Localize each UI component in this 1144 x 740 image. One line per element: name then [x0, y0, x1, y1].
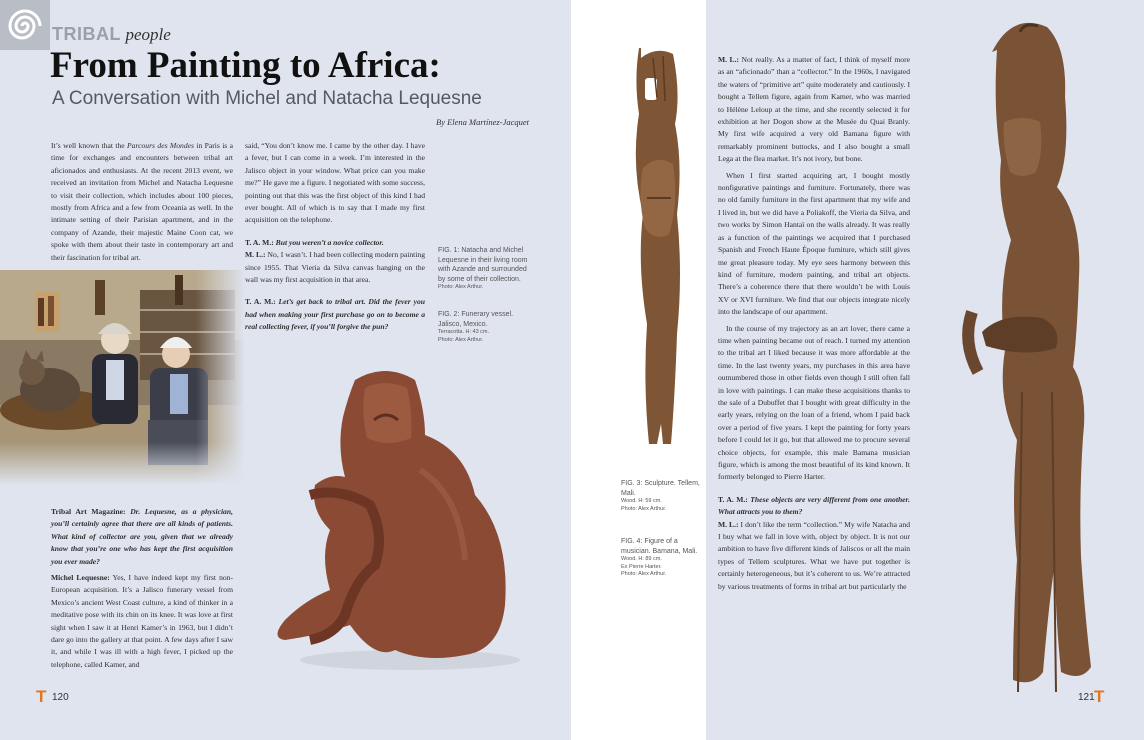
caption-credit: Wood. H: 59 cm.: [621, 498, 662, 504]
paragraph: When I first started acquiring art, I bought mostly nonfigurative paintings and furniture. Fortunately, there was no old family furniture in the first apartment that my wife and I lived in, but we did have a Poliakoff, the Vieria da Silva, and two works by Simon Hantaï on the walls already. It was really as a function of the paintings we acquired that I purchased Spanish and French Haute Époque furniture, which still gives me great pleasure today. My eye sees harmony between this kind of furniture, modern painting, and tribal art objects. There’s a coherence there that there wouldn’t be with Louis XV or XVI furniture. We find that our objects integrate nicely into the landscape of our apartment.: [718, 170, 910, 317]
caption-text: FIG. 3: Sculpture. Tellem, Mali.: [621, 480, 700, 497]
caption-credit: Terracotta. H: 43 cm.: [438, 329, 490, 335]
fig2-caption: [438, 310, 528, 344]
article-title: From Painting to Africa:: [50, 45, 441, 86]
spiral-logo-icon: [0, 0, 50, 50]
page-number-right: 121: [1078, 692, 1095, 703]
question-text: But you weren’t a novice collector.: [273, 237, 384, 247]
byline: By Elena Martínez-Jacquet: [436, 117, 529, 127]
fig1-caption: [438, 246, 528, 292]
tribal-t-logo-icon: T: [1094, 687, 1105, 706]
caption-text: FIG. 2: Funerary vessel. Jalisco, Mexico.: [438, 311, 514, 328]
page-number-left: 120: [52, 692, 69, 703]
answer-label: M. L.:: [245, 250, 266, 260]
intro-text-end: in Paris is a time for exchanges and encounters between tribal art aficionados and enthusiasts. At the recent 2013 event, we received an invitation from Michel and Natacha Lequesne to visit their collection, which includes about 100 pieces, mostly from Africa and a few from Oceania as well. In the intimate setting of their Parisian apartment, and in the company of Azande, their majestic Maine Coon cat, we spoke with them about their taste in contemporary art and their fascination for tribal art.: [51, 141, 234, 262]
tellem-sculpture-image: [623, 48, 693, 458]
caption-text: FIG. 4: Figure of a musician. Bamana, Mali.: [621, 538, 698, 555]
living-room-photo: [0, 270, 245, 485]
tribal-t-logo-icon: T: [36, 687, 47, 706]
caption-credit: Ex Pierre Harter.: [621, 563, 662, 570]
answer-text: No, I wasn’t. I had been collecting modern painting since 1955. That Vieria da Silva canvas hanging on the wall was my first acquisition in that area.: [245, 250, 425, 285]
answer-text: Not really. As a matter of fact, I think of myself more as an “aficionado” than a “collector.” In the 1960s, I navigated the waters of “primitive art” quite moderately and cautiously. I bought a Tellem figure, again from Kamer, who was married to Hélène Leloup at the time, and she recently selected it for exhibition at her Dogon show at the Musée du Quai Branly. My first wife acquired a very old Bamana figure with remarkably prominent buttocks, and I also bought a small Lega at the flea market. It’s not ivory, but bone.: [718, 55, 910, 164]
fig4-caption: [621, 537, 701, 579]
right-page: [706, 0, 1144, 740]
question-text: Let’s get back to tribal art. Did the fever you had when making your first purchase go on to become a real collecting fever, if you’ll forgive the pun?: [245, 297, 425, 332]
section-kicker: [52, 24, 171, 45]
gutter: [571, 0, 706, 740]
intro-emphasis: Parcours des Mondes: [127, 141, 194, 150]
answer-label: M. L.:: [718, 519, 739, 529]
question-text: Dr. Lequesne, as a physician, you’ll certainly agree that there are all kinds of patients. What kind of collector are you, given that we already know that you’re one who has kept the first acquisition you ever made?: [51, 507, 233, 566]
left-page: [0, 0, 571, 740]
jalisco-vessel-image: [270, 360, 530, 675]
caption-credit: Photo: Alex Arthur.: [621, 505, 667, 512]
fig3-caption: [621, 479, 701, 513]
question-text: These objects are very different from one another. What attracts you to them?: [718, 494, 910, 517]
qa-block-1: [51, 506, 233, 675]
question-label: T. A. M.:: [718, 494, 748, 504]
caption-credit: Photo: Alex Arthur.: [621, 571, 667, 577]
caption-credit: Photo: Alex Arthur.: [438, 284, 484, 290]
question-label: T. A. M.:: [245, 237, 274, 247]
article-subtitle: A Conversation with Michel and Natacha Lequesne: [52, 88, 482, 109]
caption-credit: Wood. H: 89 cm.: [621, 556, 662, 562]
question-label: Tribal Art Magazine:: [51, 507, 126, 516]
caption-text: FIG. 1: Natacha and Michel Lequesne in their living room with Azande and surrounded by some of their collection.: [438, 247, 528, 283]
question-label: T. A. M.:: [245, 297, 276, 307]
answer-text: I don’t like the term “collection.” My wife Natacha and I buy what we fall in love with, object by object. It is not our ambition to have five different kinds of Jaliscos or all the main types of Tellem sculptures. What we have put together is certainly heterogeneous, but it’s coherent to us. We’re attracted by various treatments of forms in tribal art but particularly the: [718, 519, 910, 591]
kicker-tribal: TRIBAL: [52, 24, 121, 44]
paragraph: In the course of my trajectory as an art lover, there came a time when painting became out of reach. I turned my attention to the tribal art I liked because it was more affordable at the time. In the last twenty years, my purchases in this area have outnumbered those in other fields even though I still often fall in love with paintings. I can make these acquisitions thanks to the sale of a Dubuffet that I bought with great difficulty in the early years, relying on the loan of a friend, whom I paid back over a period of five years. I kept the painting for forty years before I could let it go, but that allowed me to procure several choice objects, for example, this male Bamana musician figure, which is among the most beautiful of its kind known. It formerly belonged to Pierre Harter.: [718, 323, 910, 482]
answer-label: M. L.:: [718, 55, 740, 64]
column-2: [245, 140, 425, 338]
paragraph: said, “You don’t know me. I came by the other day. I have a fever, but I can come in a week. I’m interested in the Jalisco object in your window. What price can you make me?” He gave me a figure. I negotiated with some success, pointing out that this was the first object of this kind I had ever bought. All of which is to say that I made my first acquisition on the telephone.: [245, 141, 425, 225]
right-column: [718, 54, 910, 597]
answer-text: Yes, I have indeed kept my first non-European acquisition. It’s a Jalisco funerary vessel from Mexico’s ancient West Coast culture, a kind of thinker in a meditative pose with its chin on its knee. It was love at first sight when I saw it at Henri Kamer’s in 1963, but I didn’t dare go into the gallery at that point. A few days after I saw it, and while I was ill with a high fever, I picked up the telephone, called Kamer, and: [51, 573, 233, 669]
intro-text-start: It’s well known that the: [51, 141, 128, 150]
intro-paragraph: [51, 140, 233, 268]
caption-credit: Photo: Alex Arthur.: [438, 336, 484, 343]
answer-label: Michel Lequesne:: [51, 573, 110, 583]
bamana-musician-image: [932, 12, 1112, 732]
kicker-people: people: [125, 25, 171, 44]
